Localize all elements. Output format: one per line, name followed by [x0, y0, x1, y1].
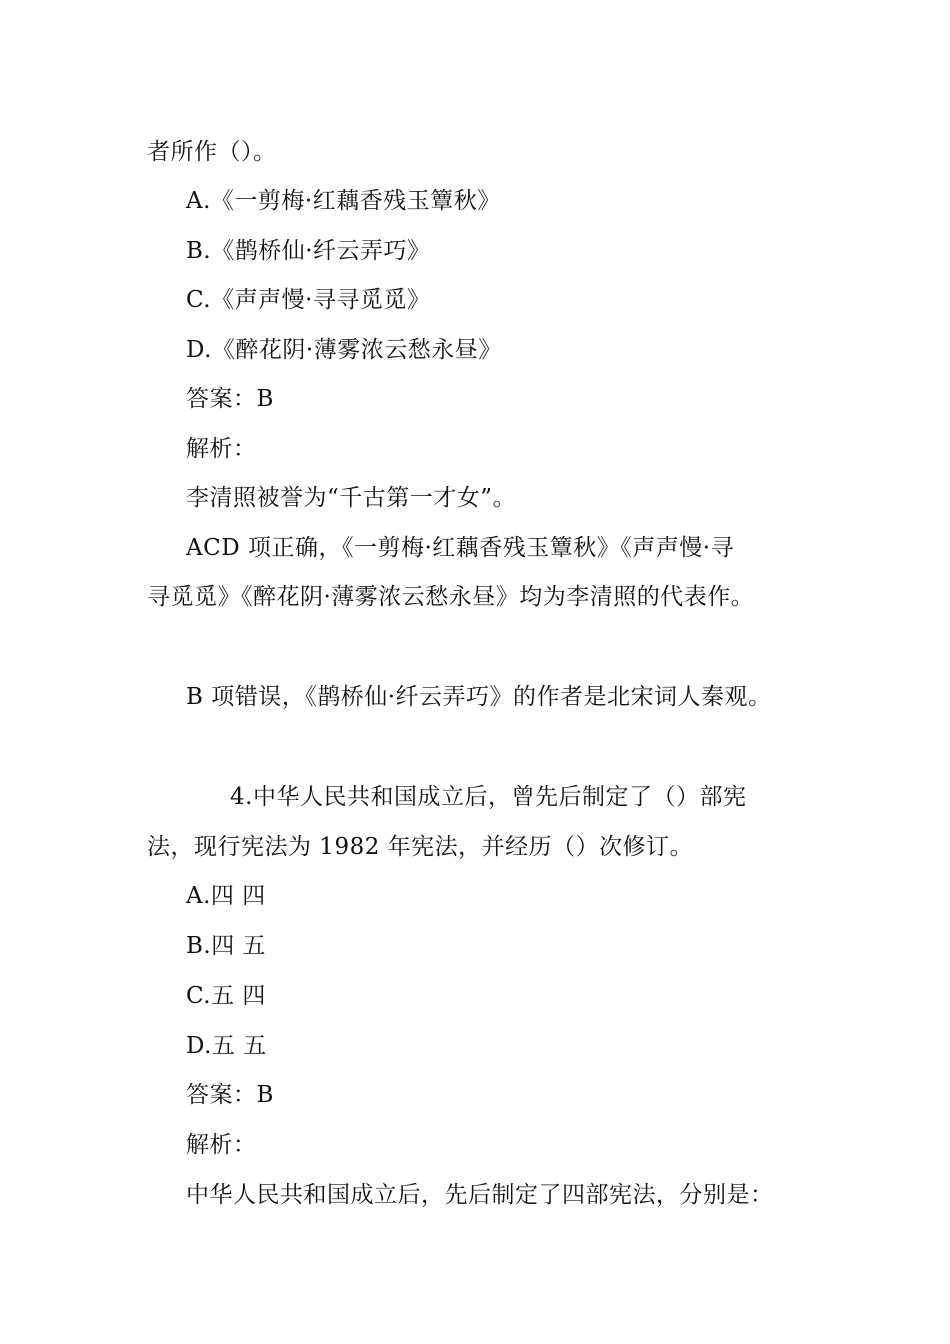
option-d: D.五 五: [186, 1033, 267, 1059]
answer: 答案：B: [186, 386, 274, 412]
option-c: C.五 四: [186, 983, 266, 1009]
explanation-text: 中华人民共和国成立后，先后制定了四部宪法，分别是：: [186, 1182, 774, 1208]
option-b: B.四 五: [186, 933, 267, 959]
explanation-label: 解析：: [186, 436, 257, 462]
question-4-stem: 法，现行宪法为 1982 年宪法，并经历（）次修订。: [147, 834, 694, 860]
answer: 答案：B: [186, 1082, 274, 1108]
option-d: D.《醉花阴·薄雾浓云愁永昼》: [186, 337, 502, 363]
explanation-text: B 项错误，《鹊桥仙·纤云弄巧》的作者是北宋词人秦观。: [186, 684, 772, 710]
option-a: A.《一剪梅·红藕香残玉簟秋》: [186, 188, 501, 214]
option-b: B.《鹊桥仙·纤云弄巧》: [186, 238, 431, 264]
option-a: A.四 四: [186, 883, 266, 909]
explanation-label: 解析：: [186, 1132, 257, 1158]
question-4-stem: 4.中华人民共和国成立后，曾先后制定了（）部宪: [230, 784, 747, 810]
explanation-text: 李清照被誉为“千古第一才女”。: [186, 485, 517, 511]
explanation-text: ACD 项正确，《一剪梅·红藕香残玉簟秋》《声声慢·寻: [186, 535, 735, 561]
explanation-text: 寻觅觅》《醉花阴·薄雾浓云愁永昼》均为李清照的代表作。: [147, 584, 755, 610]
question-3-stem-continuation: 者所作（）。: [147, 139, 277, 165]
option-c: C.《声声慢·寻寻觅觅》: [186, 287, 431, 313]
